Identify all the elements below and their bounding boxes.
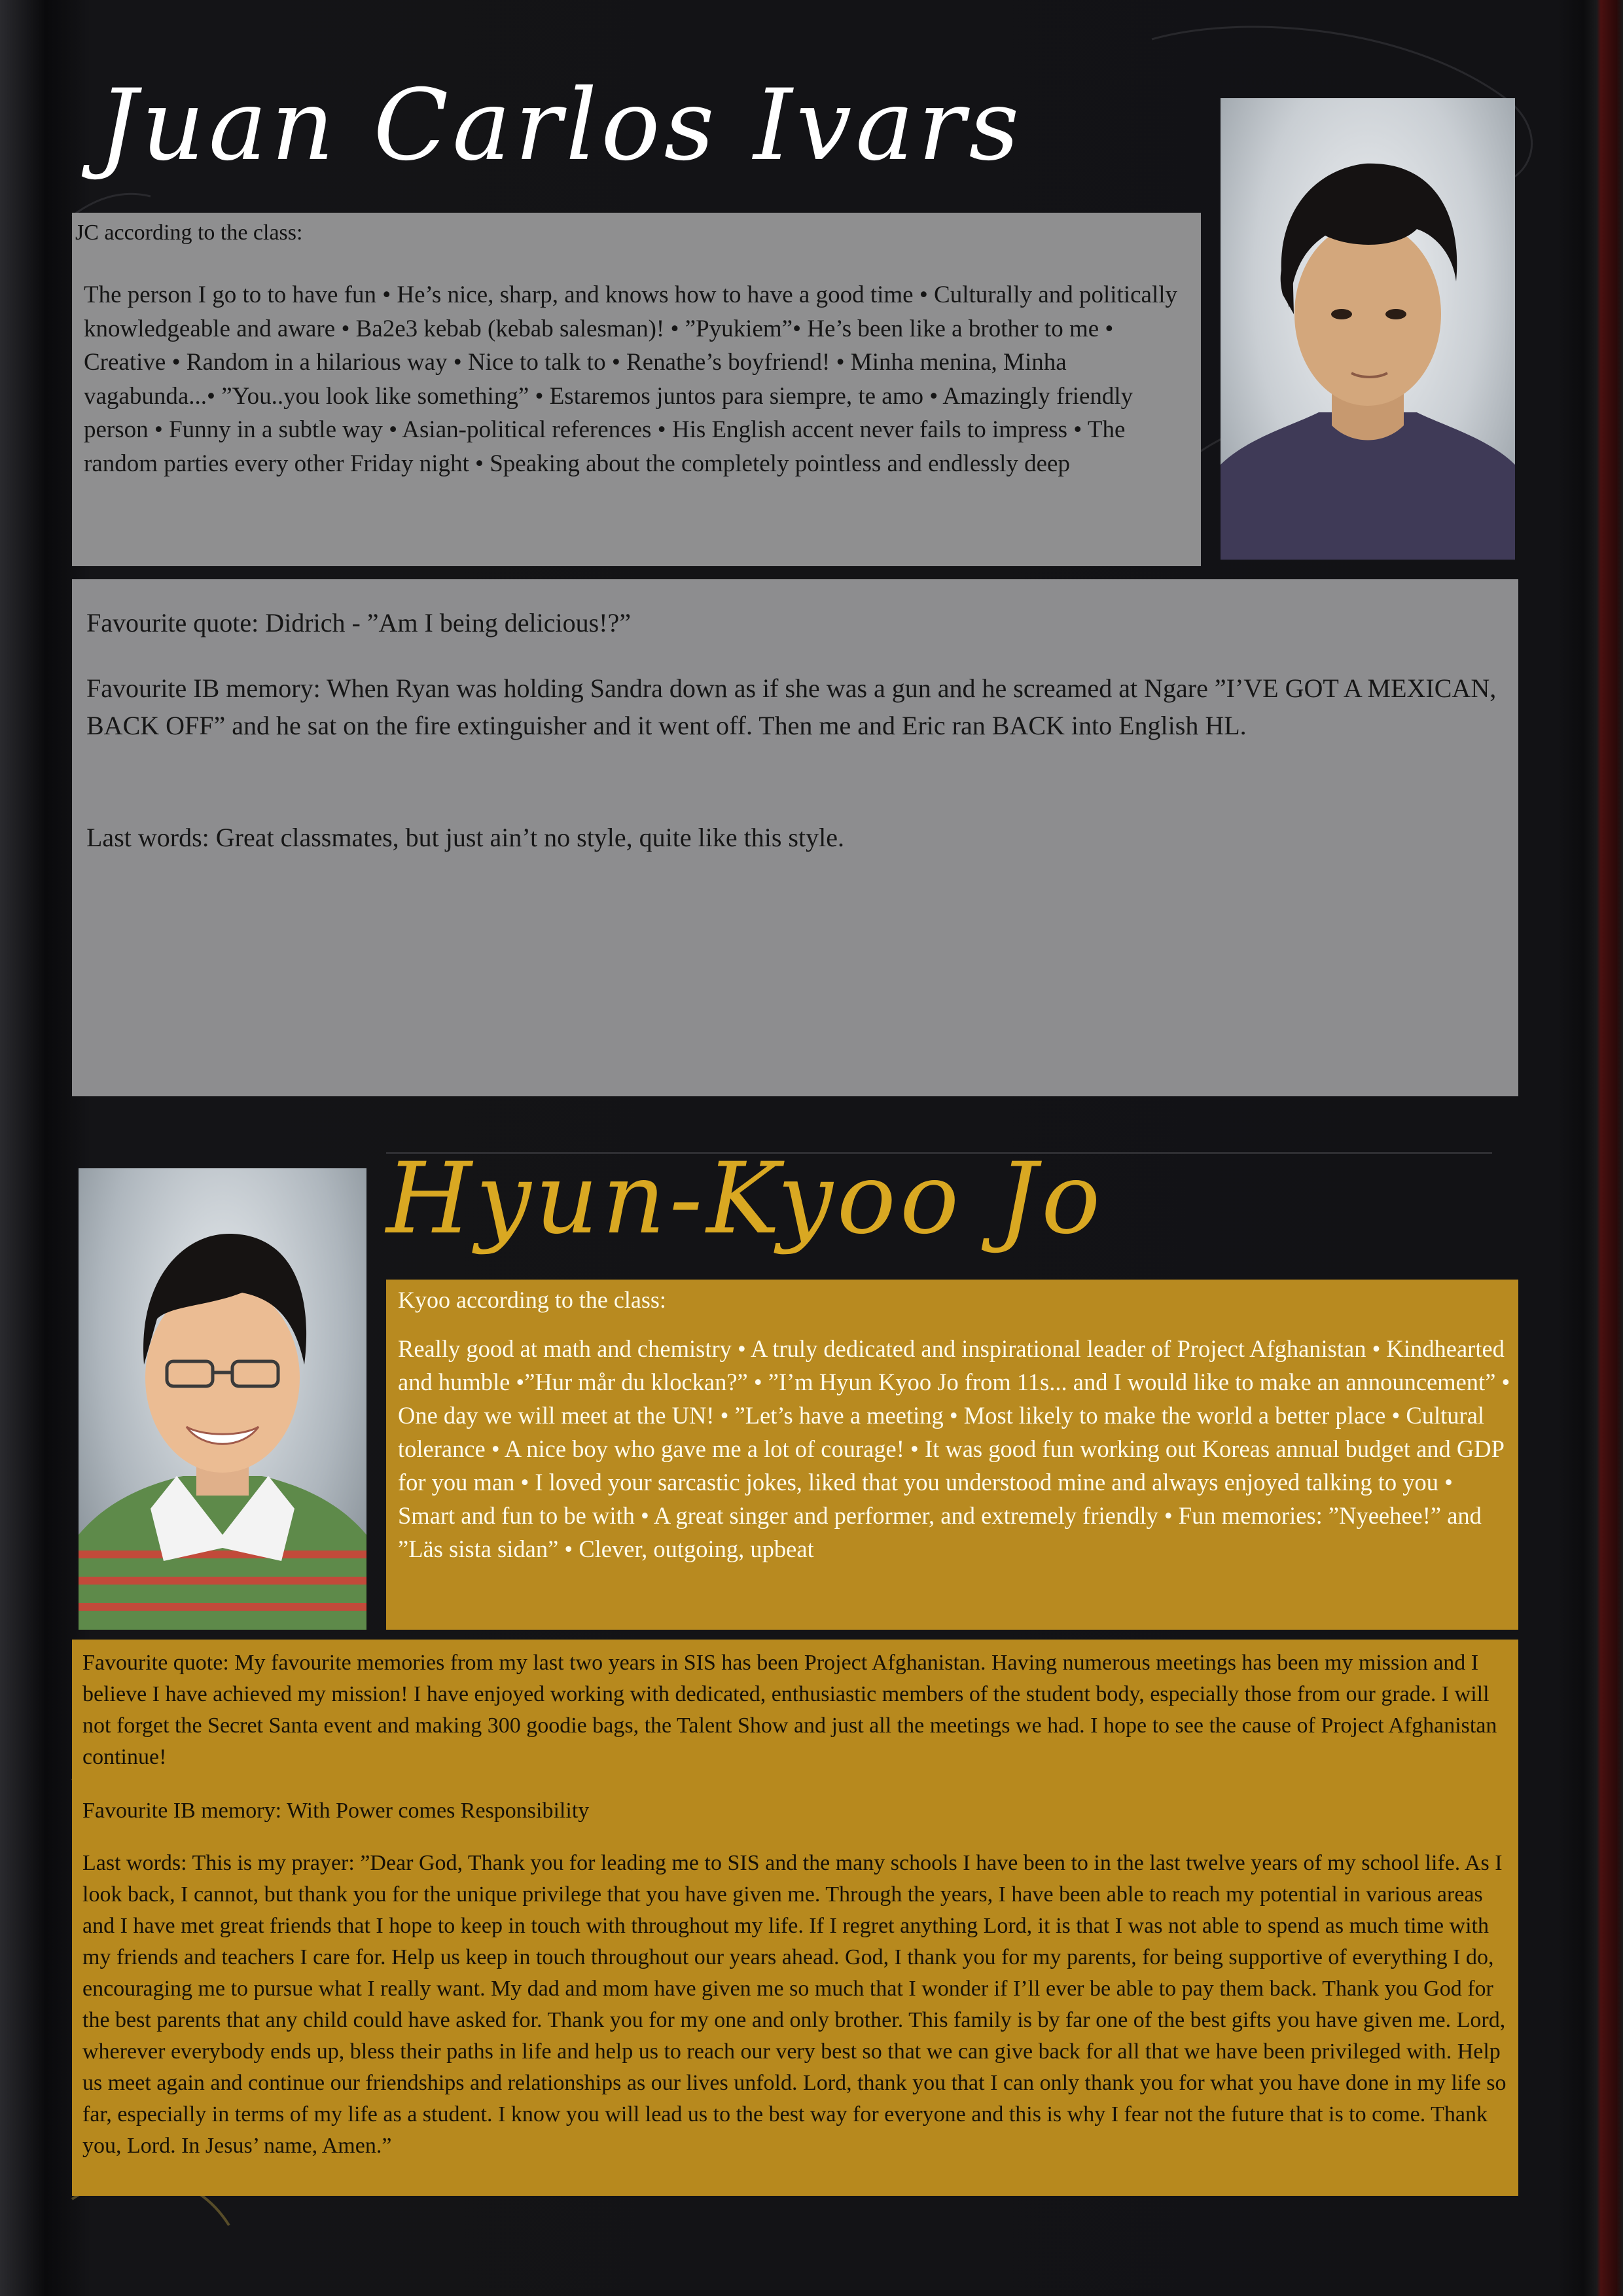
last-words: Last words: Great classmates, but just ain’t no style, quite like this style. xyxy=(86,823,844,852)
class-comments-panel-juan-carlos xyxy=(72,213,1201,566)
last-words: Last words: This is my prayer: ”Dear God, Thank you for leading me to SIS and the many schools I have been to in the last twelve years of my school life. As I look back, I cannot, but thank you for the unique privilege that you have given me. Through the years, I have been able to reach my potential in various areas and I have met great friends that I hope to keep in touch with throughout my life. If I regret anything Lord, it is that I was not able to spend as much time with my friends and teachers I care for. Help us keep in touch throughout our years ahead. God, I thank you for my parents, for being supportive of everything I do, encouraging me to pursue what I really want. My dad and mom have given me so much that I wonder if I’ll ever be able to pay them back. Thank you God for the best parents that any child could have asked for. Thank you for my one and only brother. This family is by far one of the best gifts you have given me. Lord, wherever everybody ends up, bless their paths in life and help us to reach our very best so that we can give back for all that we have been privileged with. Help us meet again and continue our friendships and relationships as our lives unfold. Lord, thank you that I can only thank you for what you have done in my life so far, especially in terms of my life as a student. I know you will lead us to the best way for everyone and this is why I fear not the future that is to come. Thank you, Lord. In Jesus’ name, Amen.” xyxy=(82,1851,1507,2158)
class-comments-heading: JC according to the class: xyxy=(75,221,303,245)
class-comments-heading: Kyoo according to the class: xyxy=(398,1287,666,1313)
favourite-ib-memory: Favourite IB memory: When Ryan was holding Sandra down as if she was a gun and he screamed at Ngare ”I’VE GOT A MEXICAN, BACK OFF” and he sat on the fire extinguisher and it went off. Then me and Eric ran BACK into English HL. xyxy=(86,673,1497,740)
quotes-panel-juan-carlos xyxy=(72,579,1518,1096)
student-name-juan-carlos-ivars: Juan Carlos Ivars xyxy=(98,69,1024,183)
portrait-photo-hyun-kyoo xyxy=(79,1168,366,1630)
class-comments-text: The person I go to to have fun • He’s nice, sharp, and knows how to have a good time • Culturally and politically knowledgeable and aware • Ba2e3 kebab (kebab salesman)! • ”Pyukiem”• He’s been like a brother to me • Creative • Random in a hilarious way • Nice to talk to • Renathe’s boyfriend! • Minha menina, Minha vagabunda...• ”You..you look like something” • Estaremos juntos para siempre, te amo • Amazingly friendly person • Funny in a subtle way • Asian-political references • His English accent never fails to impress • The random parties every other Friday night • Speaking about the completely pointless and endlessly deep xyxy=(84,281,1178,477)
class-comments-text: Really good at math and chemistry • A truly dedicated and inspirational leader of Project Afghanistan • Kindhearted and humble •”Hur mår du klockan?” • ”I’m Hyun Kyoo Jo from 11s... and I would like to make an announcement” • One day we will meet at the UN! • ”Let’s have a meeting • Most likely to make the world a better place • Cultural tolerance • A nice boy who gave me a lot of courage! • It was good fun working out Koreas annual budget and GDP for you man • I loved your sarcastic jokes, liked that you understood mine and always enjoyed talking to you • Smart and fun to be with • A great singer and performer, and extremely friendly • Fun memories: ”Nyeehee!” and ”Läs sista sidan” • Clever, outgoing, upbeat xyxy=(398,1335,1510,1562)
favourite-ib-memory: Favourite IB memory: With Power comes Responsibility xyxy=(82,1799,590,1823)
portrait-photo-juan-carlos xyxy=(1221,98,1515,560)
class-comments-panel-hyun-kyoo xyxy=(386,1280,1518,1630)
quotes-panel-hyun-kyoo xyxy=(72,1640,1518,2196)
student-name-hyun-kyoo-jo: Hyun-Kyoo Jo xyxy=(386,1142,1105,1256)
favourite-quote: Favourite quote: My favourite memories from my last two years in SIS has been Project Afghanistan. Having numerous meetings has been my mission and I believe I have achieved my mission! I have enjoyed working with dedicated, enthusiastic members of the student body, especially those from our grade. I will not forget the Secret Santa event and making 300 goodie bags, the Talent Show and just all the meetings we had. I hope to see the cause of Project Afghanistan continue! xyxy=(82,1651,1497,1769)
favourite-quote: Favourite quote: Didrich - ”Am I being delicious!?” xyxy=(86,608,631,637)
